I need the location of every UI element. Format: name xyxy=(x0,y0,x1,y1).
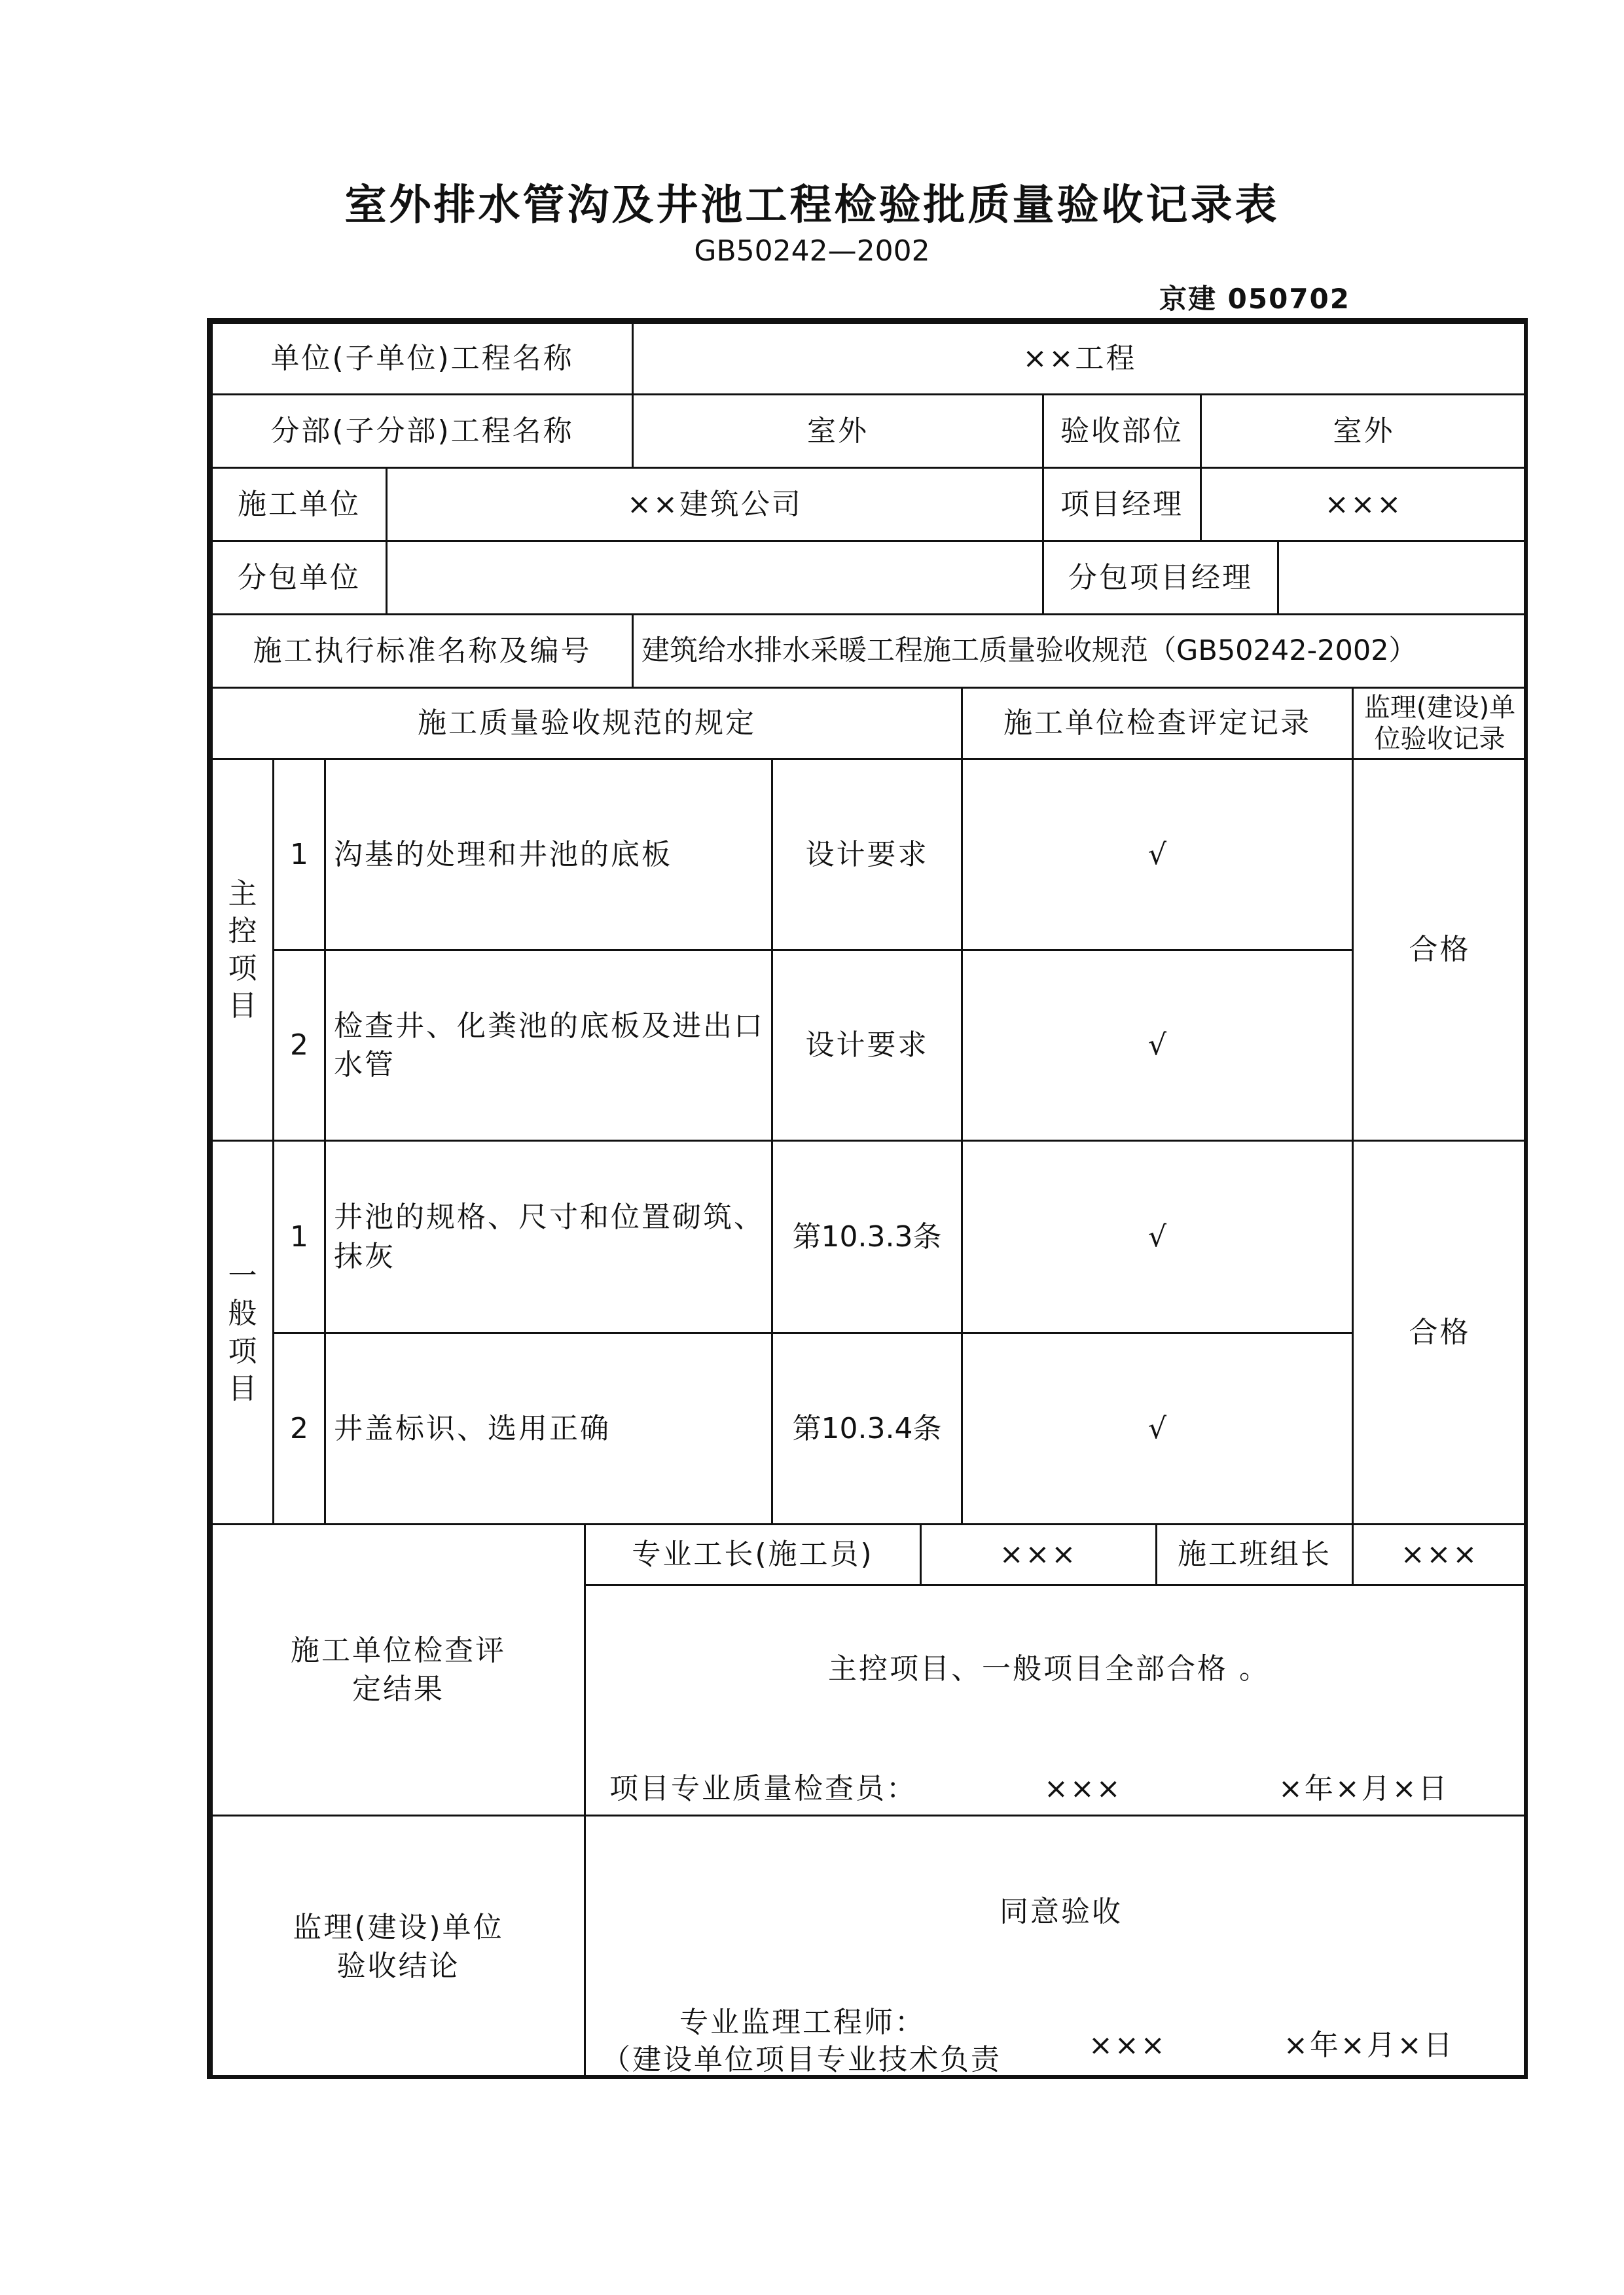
construction-conclusion: 主控项目、一般项目全部合格 。 xyxy=(828,1652,1270,1686)
general-item-2-record: √ xyxy=(961,1332,1354,1525)
supervision-conclusion-box xyxy=(584,1815,1528,2079)
general-item-2-no: 2 xyxy=(272,1332,326,1525)
engineer-label: 专业监理工程师： xyxy=(679,2006,926,2039)
acceptance-part-value: 室外 xyxy=(1200,393,1528,469)
main-control-result: 合格 xyxy=(1352,758,1528,1142)
main-control-label: 主 控 项 目 xyxy=(211,758,274,1142)
foreman-value: ××× xyxy=(920,1523,1157,1586)
general-item-1-record: √ xyxy=(961,1140,1354,1334)
subcontractor-label: 分包单位 xyxy=(211,540,388,615)
engineer-value: ××× xyxy=(1089,2029,1167,2062)
unit-project-label: 单位(子单位)工程名称 xyxy=(211,322,634,395)
form-code: 京建 050702 xyxy=(1159,283,1350,315)
pm-value: ××× xyxy=(1200,467,1528,542)
exec-std-label: 施工执行标准名称及编号 xyxy=(211,613,634,689)
form-table xyxy=(207,318,1528,2079)
supervision-date: ×年×月×日 xyxy=(1284,2029,1454,2062)
sub-pm-label: 分包项目经理 xyxy=(1042,540,1279,615)
main-item-1-desc: 沟基的处理和井池的底板 xyxy=(324,758,773,951)
general-result: 合格 xyxy=(1352,1140,1528,1525)
spec-column-header: 施工质量验收规范的规定 xyxy=(211,687,963,760)
contractor-label: 施工单位 xyxy=(211,467,388,542)
inspector-value: ××× xyxy=(1044,1772,1123,1805)
engineer-sub-label: （建设单位项目专业技术负责 xyxy=(602,2043,1001,2076)
general-label: 一 般 项 目 xyxy=(211,1140,274,1525)
division-label: 分部(子分部)工程名称 xyxy=(211,393,634,469)
contractor-value: ××建筑公司 xyxy=(386,467,1044,542)
exec-std-value: 建筑给水排水采暖工程施工质量验收规范（GB50242-2002） xyxy=(632,613,1528,689)
main-item-1-record: √ xyxy=(961,758,1354,951)
main-item-2-desc: 检查井、化粪池的底板及进出口水管 xyxy=(324,949,773,1142)
team-leader-label: 施工班组长 xyxy=(1155,1523,1354,1586)
supervision-column-header: 监理(建设)单位验收记录 xyxy=(1352,687,1528,760)
team-leader-value: ××× xyxy=(1352,1523,1528,1586)
acceptance-part-label: 验收部位 xyxy=(1042,393,1202,469)
main-item-1-no: 1 xyxy=(272,758,326,951)
check-record-column-header: 施工单位检查评定记录 xyxy=(961,687,1354,760)
foreman-label: 专业工长(施工员) xyxy=(584,1523,922,1586)
general-item-2-req: 第10.3.4条 xyxy=(771,1332,963,1525)
standard-code: GB50242—2002 xyxy=(694,234,930,268)
main-item-1-req: 设计要求 xyxy=(771,758,963,951)
sub-pm-value xyxy=(1277,540,1528,615)
inspector-label: 项目专业质量检查员： xyxy=(609,1772,917,1805)
unit-project-value: ××工程 xyxy=(632,322,1528,395)
general-item-2-desc: 井盖标识、选用正确 xyxy=(324,1332,773,1525)
general-item-1-req: 第10.3.3条 xyxy=(771,1140,963,1334)
subcontractor-value xyxy=(386,540,1044,615)
construction-conclusion-box xyxy=(584,1584,1528,1816)
supervision-check-label: 监理(建设)单位验收结论 xyxy=(211,1815,586,2079)
supervision-conclusion: 同意验收 xyxy=(1000,1895,1123,1928)
pm-label: 项目经理 xyxy=(1042,467,1202,542)
main-item-2-req: 设计要求 xyxy=(771,949,963,1142)
general-item-1-desc: 井池的规格、尺寸和位置砌筑、抹灰 xyxy=(324,1140,773,1334)
form-title: 室外排水管沟及井池工程检验批质量验收记录表 xyxy=(344,181,1280,230)
division-value: 室外 xyxy=(632,393,1044,469)
construction-check-label: 施工单位检查评定结果 xyxy=(211,1523,586,1816)
construction-date: ×年×月×日 xyxy=(1278,1772,1449,1805)
general-item-1-no: 1 xyxy=(272,1140,326,1334)
main-item-2-no: 2 xyxy=(272,949,326,1142)
main-item-2-record: √ xyxy=(961,949,1354,1142)
